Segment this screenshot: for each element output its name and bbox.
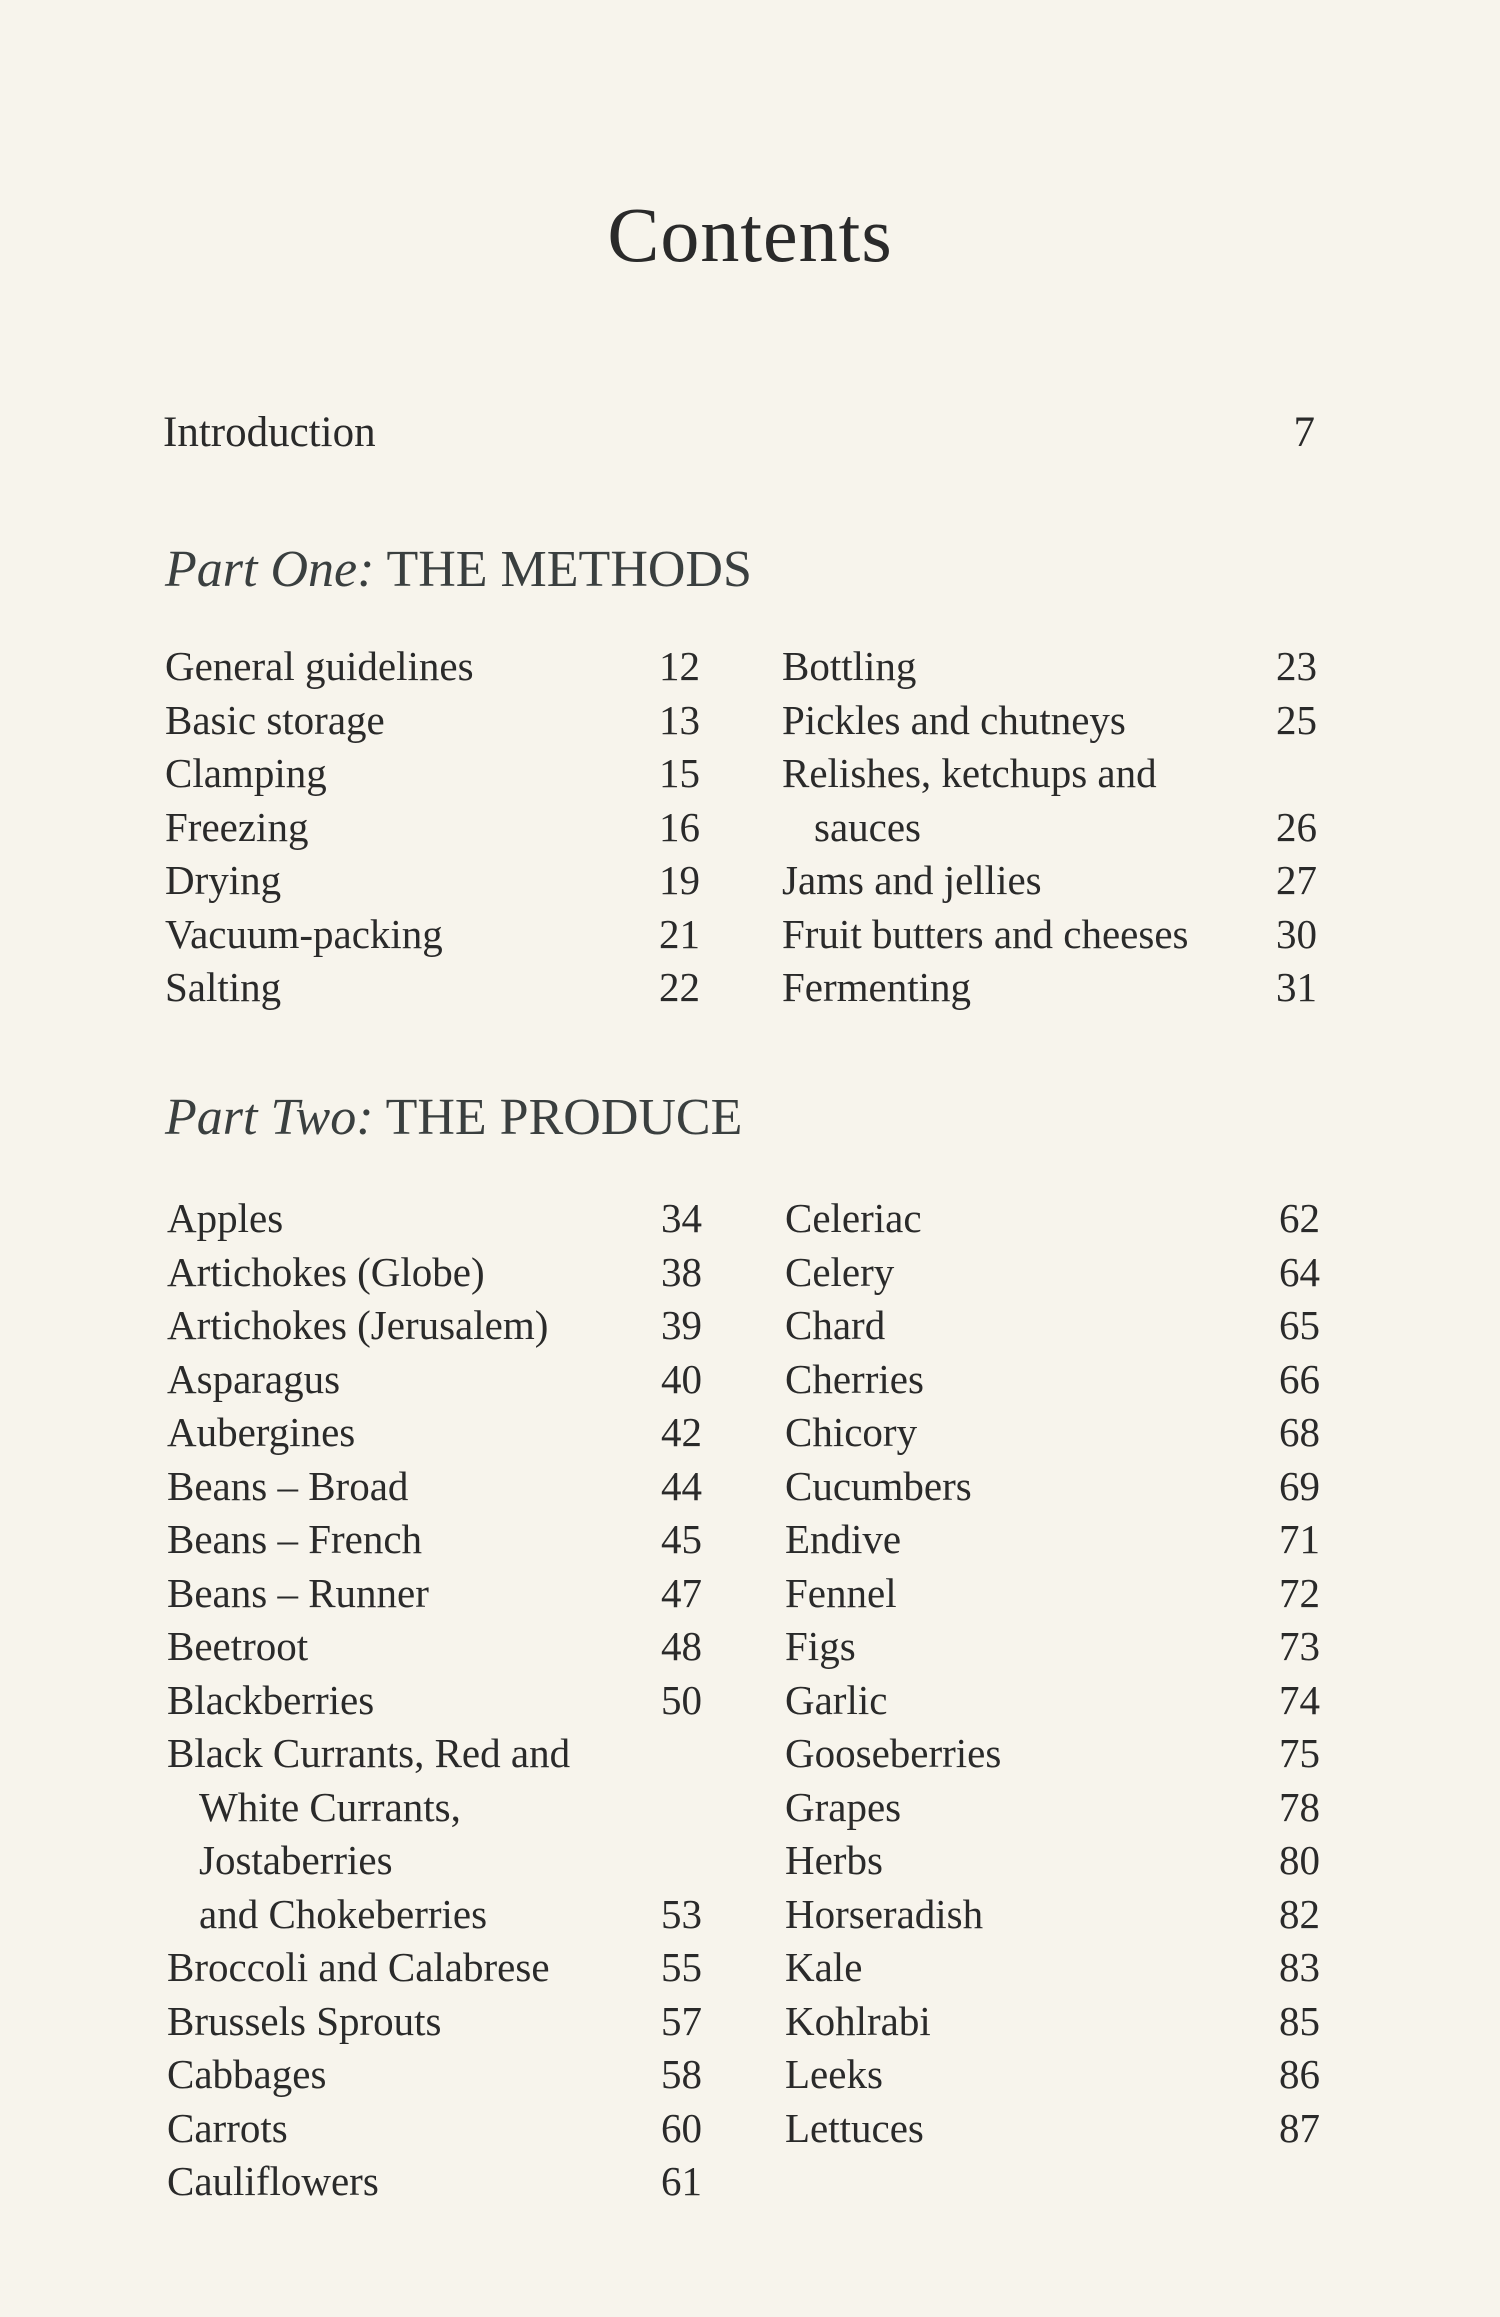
toc-entry-page: 68 [1279, 1409, 1320, 1455]
toc-entry[interactable] [167, 2102, 702, 2156]
toc-entry-label-line: Beans – French [167, 1516, 423, 1562]
toc-entry-label [167, 1192, 702, 1246]
part-one-heading [165, 540, 752, 599]
toc-entry-label-line: Cauliflowers [167, 2158, 379, 2204]
toc-entry[interactable] [165, 801, 700, 855]
toc-entry-page: 26 [1276, 803, 1317, 850]
toc-entry-page: 47 [661, 1569, 702, 1616]
toc-entry-page: 87 [1279, 2104, 1320, 2151]
toc-entry-label-line: Artichokes (Globe) [167, 1248, 485, 1295]
toc-entry-label-line: Lettuces [785, 2104, 924, 2151]
toc-entry-label-line: Pickles and chutneys [782, 696, 1126, 743]
toc-entry-label [167, 1406, 702, 1460]
toc-entry-page: 22 [659, 964, 700, 1010]
toc-entry[interactable] [167, 1727, 702, 1941]
toc-entry-label [167, 1353, 702, 1407]
part-title: THE PRODUCE [385, 1089, 743, 1146]
toc-entry[interactable] [167, 1620, 702, 1674]
toc-entry-page: 75 [1279, 1730, 1320, 1776]
toc-entry-page: 31 [1276, 964, 1317, 1010]
toc-entry-label-line: Chard [785, 1302, 886, 1348]
toc-entry[interactable] [782, 854, 1317, 908]
toc-entry-label [167, 1299, 702, 1353]
toc-entry-label [785, 1567, 1320, 1621]
part-label: Part Two: [165, 1089, 374, 1146]
toc-entry[interactable] [167, 1246, 702, 1300]
toc-entry[interactable] [165, 640, 700, 694]
toc-entry-label-line: Cabbages [167, 2051, 327, 2097]
toc-entry-label-line: Basic storage [165, 696, 385, 743]
toc-entry-label-line: Carrots [167, 2104, 288, 2151]
toc-entry-page: 39 [661, 1302, 702, 1348]
toc-entry-label-line: Clamping [165, 750, 327, 796]
toc-entry-label [785, 1674, 1320, 1728]
toc-entry-label [167, 1246, 702, 1300]
toc-entry-page: 80 [1279, 1837, 1320, 1883]
toc-entry[interactable] [785, 1941, 1320, 1995]
toc-entry-label-line: Chicory [785, 1409, 918, 1455]
toc-entry[interactable] [165, 747, 700, 801]
toc-entry-label [785, 1460, 1320, 1514]
toc-entry[interactable] [785, 1888, 1320, 1942]
toc-entry[interactable] [167, 1513, 702, 1567]
toc-entry-label [167, 2155, 702, 2209]
toc-entry-label [165, 640, 700, 694]
toc-entry-page: 58 [661, 2051, 702, 2097]
toc-entry-label [782, 908, 1317, 962]
toc-entry-label [167, 1513, 702, 1567]
toc-entry-label-line: Freezing [165, 803, 309, 850]
toc-entry-label-line: Blackberries [167, 1676, 375, 1723]
toc-entry-page: 34 [661, 1195, 702, 1241]
toc-entry[interactable] [785, 1674, 1320, 1728]
toc-entry[interactable] [167, 2048, 702, 2102]
toc-entry-page: 19 [659, 857, 700, 903]
toc-entry-label [785, 1299, 1320, 1353]
toc-entry-page: 50 [661, 1676, 702, 1723]
toc-entry-label [785, 1781, 1320, 1835]
toc-entry-label [165, 908, 700, 962]
toc-entry[interactable] [785, 1834, 1320, 1888]
toc-entry-page: 42 [661, 1409, 702, 1455]
toc-entry-label [785, 1192, 1320, 1246]
toc-entry-label-line: Drying [165, 857, 282, 903]
toc-entry[interactable] [785, 1781, 1320, 1835]
toc-entry-label-line: Grapes [785, 1783, 902, 1830]
toc-entry-label-line: Fermenting [782, 964, 972, 1010]
toc-entry[interactable] [167, 1299, 702, 1353]
toc-entry-page: 44 [661, 1462, 702, 1509]
toc-entry-label-line: Artichokes (Jerusalem) [167, 1302, 549, 1348]
toc-entry[interactable] [167, 1995, 702, 2049]
toc-entry-label [165, 854, 700, 908]
toc-entry-label [165, 801, 700, 855]
toc-entry-label-line: Endive [785, 1516, 902, 1562]
toc-entry-label [782, 694, 1317, 748]
toc-entry[interactable] [167, 1406, 702, 1460]
toc-entry-label-line: Bottling [782, 643, 917, 689]
toc-entry[interactable] [782, 694, 1317, 748]
toc-entry-label-line: Salting [165, 964, 282, 1010]
toc-entry-label [785, 1888, 1320, 1942]
toc-entry-page: 61 [661, 2158, 702, 2204]
toc-entry-label-line: Brussels Sprouts [167, 1997, 442, 2044]
toc-entry-label-line: Fennel [785, 1569, 897, 1616]
toc-entry-label [785, 1727, 1320, 1781]
toc-entry-label [782, 854, 1317, 908]
toc-entry-page: 66 [1279, 1355, 1320, 1402]
part-label: Part One: [165, 541, 375, 598]
toc-entry[interactable] [165, 854, 700, 908]
toc-entry-label-line: Cucumbers [785, 1462, 972, 1509]
toc-entry-page: 15 [659, 750, 700, 796]
toc-entry-label-line: Leeks [785, 2051, 883, 2097]
toc-entry-page: 64 [1279, 1248, 1320, 1295]
toc-entry-label-line: Broccoli and Calabrese [167, 1944, 550, 1990]
methods-column-right [782, 640, 1317, 1015]
toc-entry[interactable] [782, 640, 1317, 694]
toc-entry[interactable] [785, 1353, 1320, 1407]
toc-entry-page: 21 [659, 910, 700, 957]
toc-entry[interactable] [785, 1995, 1320, 2049]
toc-entry[interactable] [167, 1674, 702, 1728]
toc-entry-page: 23 [1276, 643, 1317, 689]
toc-entry-label [165, 694, 700, 748]
toc-entry-label [167, 1674, 702, 1728]
toc-entry-page: 71 [1279, 1516, 1320, 1562]
toc-entry-label-line: Beans – Broad [167, 1462, 409, 1509]
toc-entry-label [782, 640, 1317, 694]
toc-entry-label [785, 1941, 1320, 1995]
toc-entry[interactable] [167, 1192, 702, 1246]
toc-entry-label-line: Gooseberries [785, 1730, 1002, 1776]
toc-entry-label-line: sauces [814, 803, 922, 850]
toc-entry-page: 60 [661, 2104, 702, 2151]
toc-entry-label-line: Celery [785, 1248, 895, 1295]
toc-entry-page: 45 [661, 1516, 702, 1562]
toc-entry-page: 27 [1276, 857, 1317, 903]
toc-entry-page: 12 [659, 643, 700, 689]
toc-entry-label-line: White Currants, Jostaberries [199, 1783, 461, 1883]
toc-entry[interactable] [785, 1567, 1320, 1621]
toc-entry-page: 55 [661, 1944, 702, 1990]
toc-entry-label: Introduction [163, 409, 376, 456]
toc-entry[interactable] [782, 747, 1317, 854]
toc-entry-introduction[interactable] [163, 408, 1315, 468]
toc-entry-label-line: Black Currants, Red and [167, 1730, 571, 1776]
toc-entry-page: 13 [659, 696, 700, 743]
toc-entry-label [785, 1834, 1320, 1888]
toc-entry-label [785, 1620, 1320, 1674]
toc-entry[interactable] [782, 961, 1317, 1015]
toc-entry-page: 74 [1279, 1676, 1320, 1723]
toc-entry-label-line: and Chokeberries [199, 1890, 488, 1937]
toc-entry-label [167, 1727, 702, 1941]
toc-entry-page: 48 [661, 1623, 702, 1669]
toc-entry-label-line: Vacuum-packing [165, 910, 443, 957]
produce-column-right [785, 1192, 1320, 2155]
toc-entry[interactable] [167, 1460, 702, 1514]
methods-column-left [165, 640, 700, 1015]
toc-entry-label [167, 1567, 702, 1621]
toc-entry-label [785, 2102, 1320, 2156]
toc-entry-label-line: Aubergines [167, 1409, 356, 1455]
toc-entry-page: 73 [1279, 1623, 1320, 1669]
produce-column-left [167, 1192, 702, 2209]
toc-entry-page: 25 [1276, 696, 1317, 743]
toc-entry-label-line: Herbs [785, 1837, 883, 1883]
toc-entry-page: 65 [1279, 1302, 1320, 1348]
toc-entry-label [785, 1513, 1320, 1567]
toc-entry-label-line: Asparagus [167, 1355, 341, 1402]
toc-entry[interactable] [167, 1353, 702, 1407]
toc-entry[interactable] [785, 1246, 1320, 1300]
toc-entry-label-line: Horseradish [785, 1890, 984, 1937]
toc-entry-page: 62 [1279, 1195, 1320, 1241]
toc-entry[interactable] [167, 1941, 702, 1995]
toc-entry-label [167, 1941, 702, 1995]
toc-entry-label-line: General guidelines [165, 643, 474, 689]
toc-entry-label-line: Kohlrabi [785, 1997, 931, 2044]
toc-entry-page: 57 [661, 1997, 702, 2044]
toc-entry-label [165, 747, 700, 801]
toc-entry[interactable] [785, 2102, 1320, 2156]
toc-entry-label-line: Beans – Runner [167, 1569, 429, 1616]
page-title: Contents [607, 191, 893, 278]
toc-entry-page: 72 [1279, 1569, 1320, 1616]
toc-entry-label-line: Cherries [785, 1355, 924, 1402]
toc-entry-label-line: Fruit butters and cheeses [782, 910, 1189, 957]
toc-entry-label [782, 961, 1317, 1015]
toc-entry-label [785, 1995, 1320, 2049]
toc-entry-label [167, 1995, 702, 2049]
toc-entry-page: 53 [661, 1890, 702, 1937]
toc-entry-label [167, 1620, 702, 1674]
toc-entry[interactable] [785, 1192, 1320, 1246]
toc-entry[interactable] [785, 1727, 1320, 1781]
toc-entry-page: 83 [1279, 1944, 1320, 1990]
toc-entry-label [785, 1406, 1320, 1460]
toc-entry-page: 85 [1279, 1997, 1320, 2044]
toc-entry-label [167, 1460, 702, 1514]
toc-entry[interactable] [785, 2048, 1320, 2102]
toc-entry-label [782, 747, 1317, 854]
part-title: THE METHODS [386, 541, 752, 598]
toc-entry-page: 82 [1279, 1890, 1320, 1937]
toc-entry-label [785, 1246, 1320, 1300]
toc-entry[interactable] [782, 908, 1317, 962]
toc-entry[interactable] [165, 961, 700, 1015]
toc-entry[interactable] [165, 694, 700, 748]
toc-entry[interactable] [785, 1513, 1320, 1567]
toc-entry[interactable] [165, 908, 700, 962]
toc-entry-label-line: Garlic [785, 1676, 888, 1723]
toc-entry[interactable] [785, 1460, 1320, 1514]
toc-entry-page: 86 [1279, 2051, 1320, 2097]
toc-entry[interactable] [167, 1567, 702, 1621]
toc-entry[interactable] [785, 1620, 1320, 1674]
toc-entry-label-line: Celeriac [785, 1195, 922, 1241]
part-two-heading [165, 1088, 742, 1147]
toc-entry-page: 38 [661, 1248, 702, 1295]
toc-entry-label [165, 961, 700, 1015]
toc-entry-label [167, 2048, 702, 2102]
toc-entry-page: 30 [1276, 910, 1317, 957]
toc-entry-label [785, 2048, 1320, 2102]
toc-entry[interactable] [785, 1299, 1320, 1353]
toc-entry-page: 40 [661, 1355, 702, 1402]
toc-entry-page: 16 [659, 803, 700, 850]
toc-entry[interactable] [167, 2155, 702, 2209]
toc-entry-label-line: Beetroot [167, 1623, 309, 1669]
toc-entry-label-line: Kale [785, 1944, 863, 1990]
toc-entry-page: 69 [1279, 1462, 1320, 1509]
toc-entry-label-line: Relishes, ketchups and [782, 750, 1157, 796]
toc-entry-label-line: Apples [167, 1195, 284, 1241]
toc-entry-label-line: Jams and jellies [782, 857, 1042, 903]
toc-entry-label-line: Figs [785, 1623, 856, 1669]
toc-entry-page: 7 [1293, 409, 1315, 456]
toc-entry[interactable] [785, 1406, 1320, 1460]
toc-entry-label [785, 1353, 1320, 1407]
toc-entry-page: 78 [1279, 1783, 1320, 1830]
toc-entry-label [167, 2102, 702, 2156]
